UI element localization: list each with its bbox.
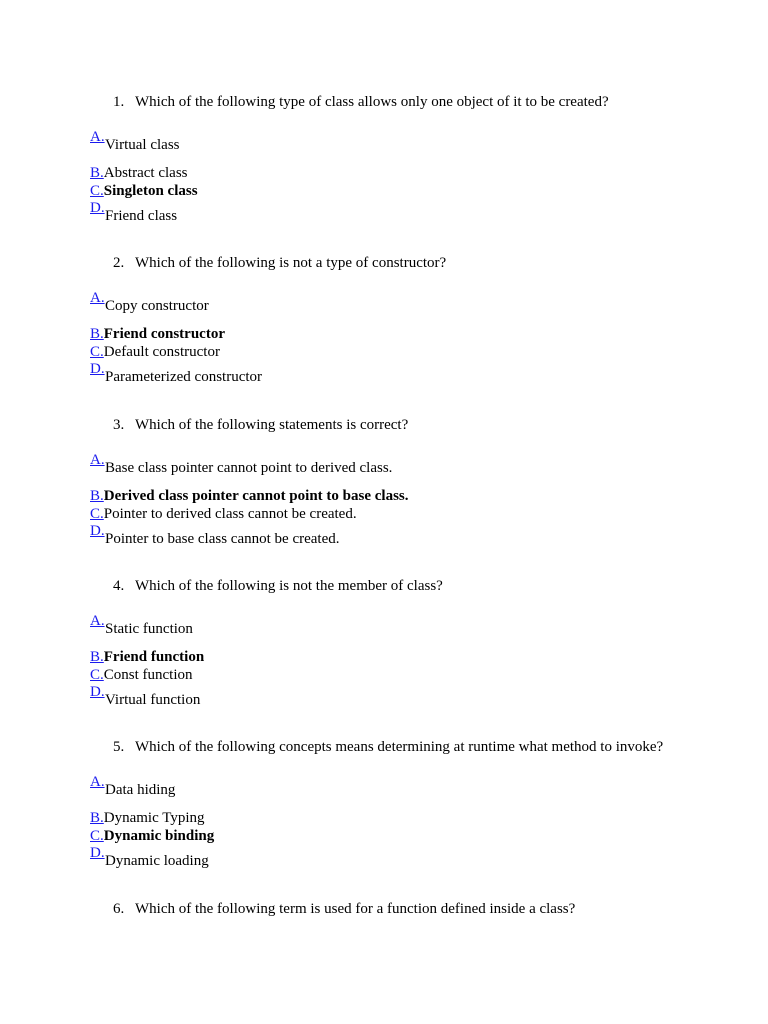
question-number: 1.: [113, 94, 125, 110]
answer-option-a[interactable]: [90, 452, 392, 477]
option-letter-link[interactable]: D.: [90, 200, 105, 216]
option-letter-link[interactable]: C.: [90, 183, 104, 199]
correct-answer-text: Friend function: [103, 648, 205, 665]
answer-option-d[interactable]: [90, 523, 340, 548]
option-text: Base class pointer cannot point to derived class.: [105, 459, 393, 476]
answer-option-d[interactable]: [90, 845, 209, 870]
option-letter-link[interactable]: A.: [90, 129, 105, 145]
option-text: Const function: [103, 666, 193, 683]
option-text: Virtual function: [105, 691, 201, 708]
option-text: Pointer to base class cannot be created.: [105, 530, 340, 547]
option-letter-link[interactable]: B.: [90, 648, 104, 665]
option-letter-link[interactable]: B.: [90, 810, 104, 827]
option-text: Parameterized constructor: [105, 369, 263, 386]
option-letter-link[interactable]: A.: [90, 451, 105, 468]
question-text: Which of the following term is used for a function defined inside a class?: [135, 900, 576, 917]
question-6: [113, 899, 575, 919]
question-3: [113, 415, 408, 435]
option-letter-link[interactable]: C.: [90, 344, 104, 361]
answer-option-b[interactable]: [90, 648, 204, 666]
correct-answer-text: Derived class pointer cannot point to base class.: [103, 487, 409, 504]
correct-answer-text: Singleton class: [103, 183, 198, 199]
option-letter-link[interactable]: C.: [90, 828, 104, 845]
question-number: 5.: [113, 739, 125, 756]
correct-answer-text: Dynamic binding: [103, 828, 215, 845]
answer-option-d[interactable]: [90, 200, 177, 225]
option-text: Pointer to derived class cannot be created.: [103, 505, 357, 522]
option-letter-link[interactable]: B.: [90, 326, 104, 343]
answer-option-a[interactable]: [90, 290, 209, 315]
option-text: Dynamic Typing: [103, 810, 205, 827]
answer-option-a[interactable]: [90, 613, 193, 638]
question-number: 6.: [113, 900, 125, 917]
option-letter-link[interactable]: D.: [90, 361, 105, 378]
option-text: Virtual class: [105, 137, 180, 153]
question-5: [113, 737, 663, 757]
option-text: Static function: [105, 620, 193, 637]
answer-option-c[interactable]: [90, 182, 198, 200]
question-text: Which of the following is not the member of class?: [135, 577, 443, 594]
question-text: Which of the following is not a type of constructor?: [135, 255, 447, 272]
question-text: Which of the following type of class allows only one object of it to be created?: [135, 94, 609, 110]
answer-option-b[interactable]: [90, 487, 409, 505]
option-text: Copy constructor: [105, 298, 209, 315]
option-letter-link[interactable]: C.: [90, 666, 104, 683]
answer-option-d[interactable]: [90, 361, 262, 386]
option-letter-link[interactable]: D.: [90, 522, 105, 539]
option-letter-link[interactable]: A.: [90, 774, 105, 791]
option-letter-link[interactable]: B.: [90, 165, 104, 181]
option-text: Default constructor: [103, 344, 220, 361]
answer-option-d[interactable]: [90, 684, 200, 709]
question-4: [113, 576, 443, 596]
answer-option-b[interactable]: [90, 809, 205, 827]
option-letter-link[interactable]: A.: [90, 612, 105, 629]
correct-answer-text: Friend constructor: [103, 326, 225, 343]
question-number: 3.: [113, 416, 125, 433]
answer-option-c[interactable]: [90, 666, 193, 684]
option-text: Dynamic loading: [105, 853, 209, 870]
answer-option-b[interactable]: [90, 164, 188, 182]
option-letter-link[interactable]: B.: [90, 487, 104, 504]
answer-option-c[interactable]: [90, 505, 357, 523]
answer-option-a[interactable]: [90, 129, 180, 154]
option-text: Abstract class: [103, 165, 188, 181]
option-letter-link[interactable]: C.: [90, 505, 104, 522]
option-text: Data hiding: [105, 782, 176, 799]
question-1: [113, 92, 609, 112]
answer-option-a[interactable]: [90, 774, 175, 799]
answer-option-c[interactable]: [90, 343, 220, 361]
answer-option-c[interactable]: [90, 827, 214, 845]
option-text: Friend class: [105, 208, 178, 224]
option-letter-link[interactable]: D.: [90, 683, 105, 700]
question-text: Which of the following concepts means determining at runtime what method to invoke?: [135, 739, 664, 756]
question-text: Which of the following statements is correct?: [135, 416, 409, 433]
option-letter-link[interactable]: D.: [90, 845, 105, 862]
option-letter-link[interactable]: A.: [90, 290, 105, 307]
answer-option-b[interactable]: [90, 325, 225, 343]
question-number: 2.: [113, 255, 125, 272]
question-number: 4.: [113, 577, 125, 594]
question-2: [113, 253, 446, 273]
